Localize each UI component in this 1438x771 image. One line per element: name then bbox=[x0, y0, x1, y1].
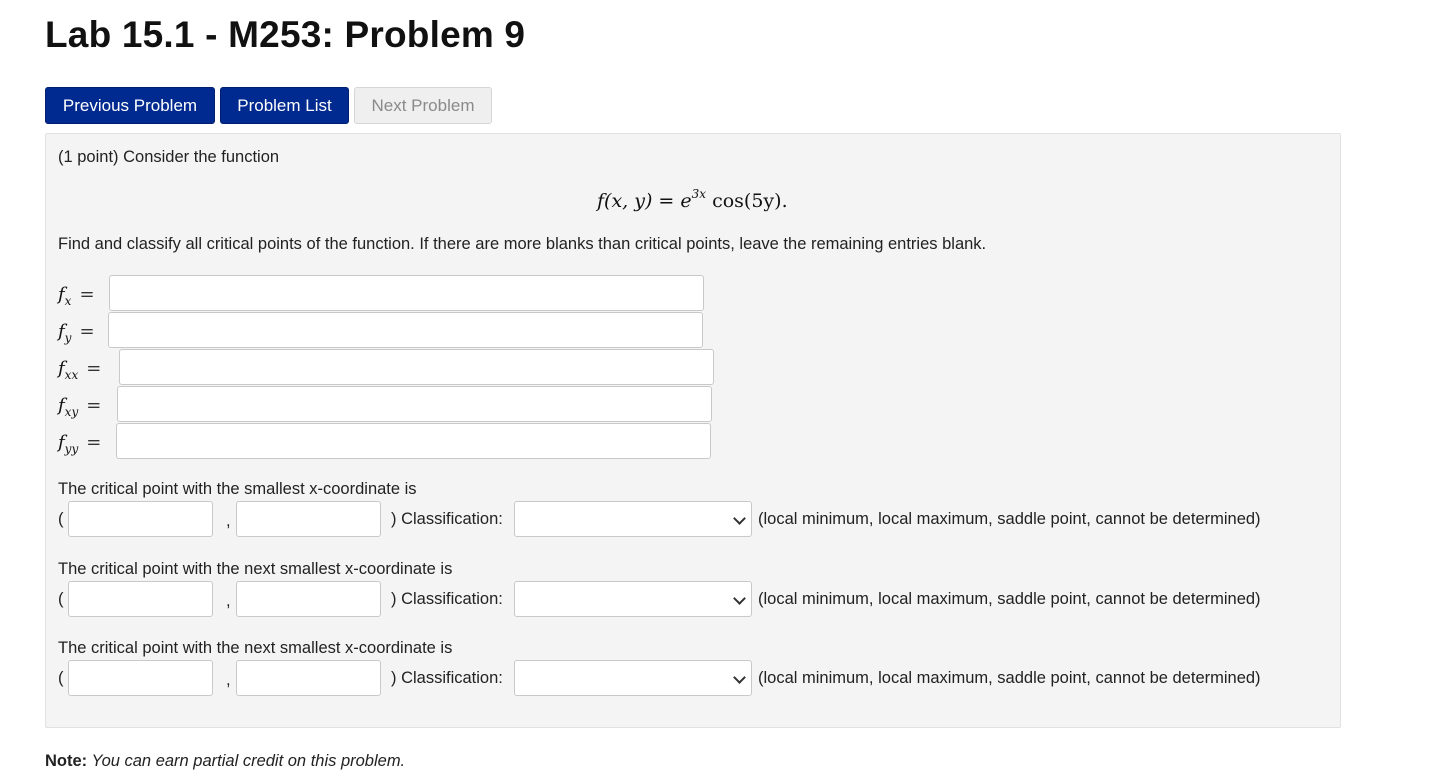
critical-point-2-classification-select[interactable] bbox=[514, 581, 752, 617]
comma: , bbox=[226, 592, 231, 610]
page-title: Lab 15.1 - M253: Problem 9 bbox=[45, 14, 526, 55]
open-paren: ( bbox=[58, 590, 64, 608]
classification-label: ) Classification: bbox=[391, 669, 503, 687]
chevron-down-icon bbox=[733, 671, 746, 684]
critical-point-2-x-input[interactable] bbox=[68, 581, 213, 617]
previous-problem-button[interactable]: Previous Problem bbox=[45, 87, 215, 124]
critical-point-2-y-input[interactable] bbox=[236, 581, 381, 617]
critical-point-1-classification-select[interactable] bbox=[514, 501, 752, 537]
classification-options-hint: (local minimum, local maximum, saddle point, cannot be determined) bbox=[758, 669, 1261, 687]
classification-options-hint: (local minimum, local maximum, saddle point, cannot be determined) bbox=[758, 590, 1261, 608]
critical-point-3-classification-select[interactable] bbox=[514, 660, 752, 696]
problem-instructions: Find and classify all critical points of the function. If there are more blanks than critical points, leave the remaining entries blank. bbox=[58, 235, 987, 253]
note-text: You can earn partial credit on this problem. bbox=[91, 752, 406, 770]
classification-options-hint: (local minimum, local maximum, saddle point, cannot be determined) bbox=[758, 510, 1261, 528]
partial-credit-note bbox=[45, 752, 405, 771]
fy-label: $f_y$ = bbox=[58, 321, 95, 345]
problem-intro: (1 point) Consider the function bbox=[58, 148, 280, 166]
fy-input[interactable] bbox=[108, 312, 703, 348]
fxx-input[interactable] bbox=[119, 349, 714, 385]
critical-point-3-prompt: The critical point with the next smallest x-coordinate is bbox=[58, 639, 453, 657]
chevron-down-icon bbox=[733, 512, 746, 525]
classification-label: ) Classification: bbox=[391, 590, 503, 608]
critical-point-1-prompt: The critical point with the smallest x-coordinate is bbox=[58, 480, 417, 498]
fxy-label: $f_{xy}$ = bbox=[58, 395, 102, 419]
fyy-label: $f_{yy}$ = bbox=[58, 432, 102, 456]
formula-rhs: cos(5y). bbox=[712, 190, 788, 212]
comma: , bbox=[226, 671, 231, 689]
critical-point-2-prompt: The critical point with the next smallest x-coordinate is bbox=[58, 560, 453, 578]
function-formula bbox=[597, 187, 788, 212]
fxy-input[interactable] bbox=[117, 386, 712, 422]
classification-label: ) Classification: bbox=[391, 510, 503, 528]
note-label: Note: bbox=[45, 752, 88, 770]
next-problem-button: Next Problem bbox=[354, 87, 492, 124]
open-paren: ( bbox=[58, 510, 64, 528]
fyy-input[interactable] bbox=[116, 423, 711, 459]
open-paren: ( bbox=[58, 669, 64, 687]
problem-panel bbox=[45, 133, 1341, 728]
critical-point-1-x-input[interactable] bbox=[68, 501, 213, 537]
critical-point-3-y-input[interactable] bbox=[236, 660, 381, 696]
fx-label: $f_x$ = bbox=[58, 284, 95, 308]
formula-exponent: 3x bbox=[691, 187, 707, 201]
formula-lhs: f(x, y) = e bbox=[597, 190, 692, 212]
critical-point-1-y-input[interactable] bbox=[236, 501, 381, 537]
comma: , bbox=[226, 512, 231, 530]
problem-list-button[interactable]: Problem List bbox=[220, 87, 349, 124]
chevron-down-icon bbox=[733, 592, 746, 605]
fxx-label: $f_{xx}$ = bbox=[58, 358, 102, 382]
fx-input[interactable] bbox=[109, 275, 704, 311]
critical-point-3-x-input[interactable] bbox=[68, 660, 213, 696]
